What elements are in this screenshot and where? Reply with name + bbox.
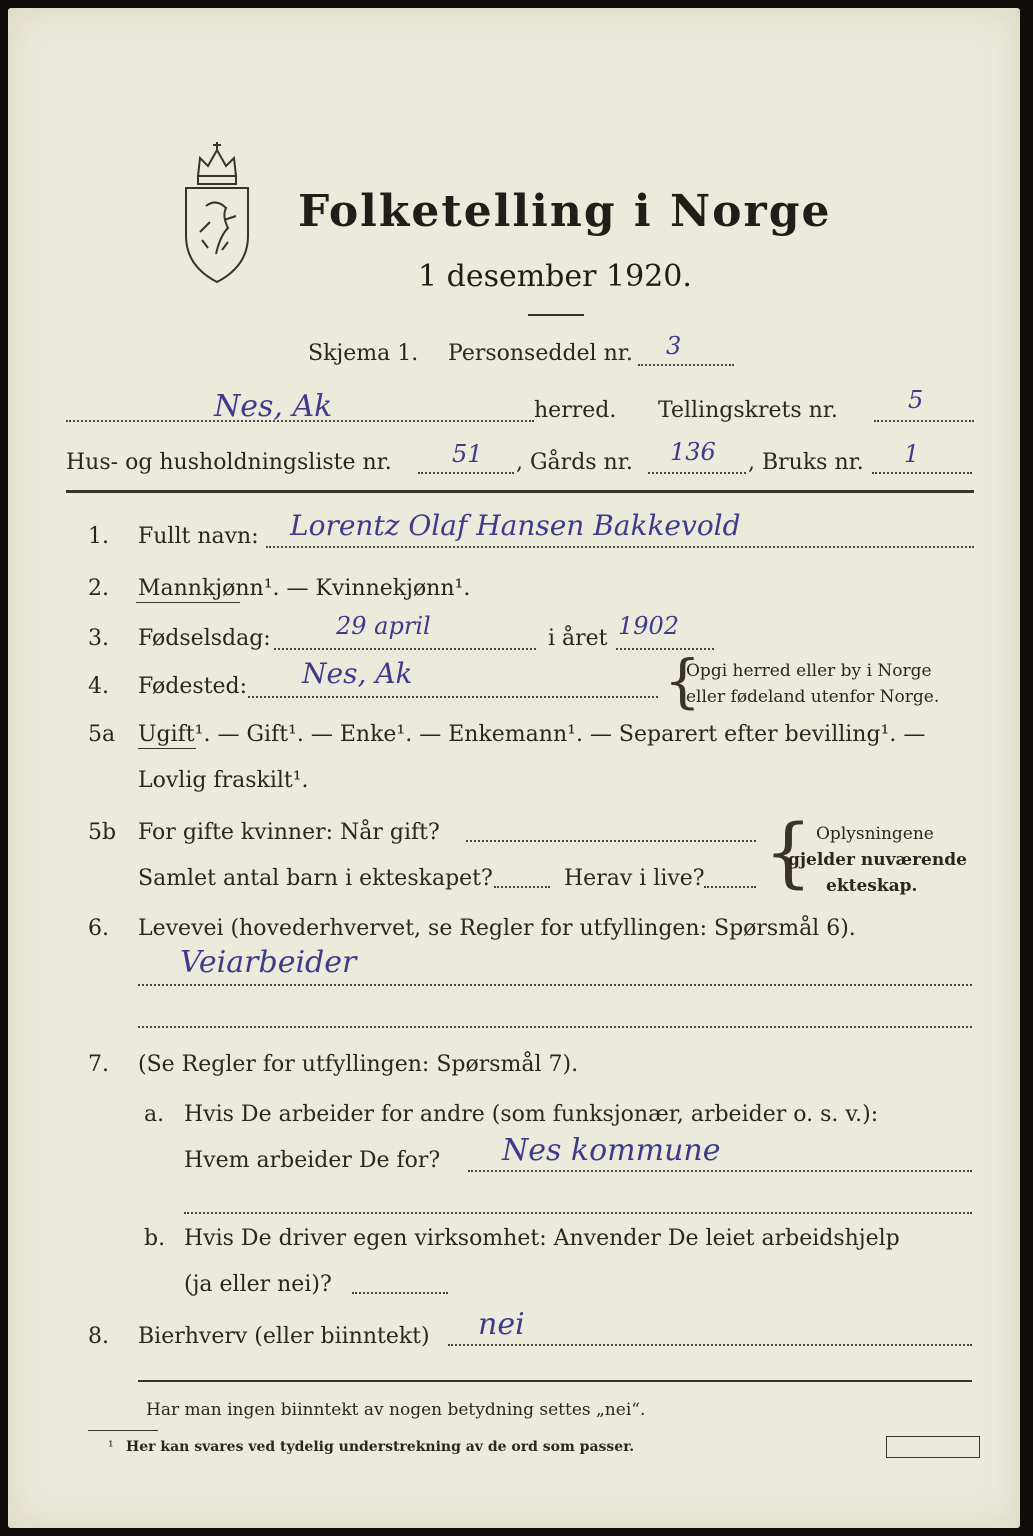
q2-mannkjonn-option[interactable]: Mannkjønn: [138, 576, 264, 601]
herred-value[interactable]: Nes, Ak: [214, 389, 333, 424]
q3-birthyear-value[interactable]: 1902: [618, 612, 680, 640]
q2-options: [138, 578, 470, 600]
bruks-value[interactable]: 1: [904, 440, 920, 468]
bruks-line: [872, 472, 972, 474]
q5b-line2a: Samlet antal barn i ekteskapet?: [138, 866, 493, 891]
q7-number: 7.: [88, 1052, 109, 1077]
personseddel-value[interactable]: 3: [666, 332, 682, 360]
q5b-note-line2: gjelder nuværende: [788, 850, 967, 870]
q1-line: [266, 546, 974, 548]
q8-line: [448, 1344, 972, 1346]
q6-label: Levevei (hovederhvervet, se Regler for utfyllingen: Spørsmål 6).: [138, 916, 856, 941]
q5b-alive-line: [704, 886, 756, 888]
q7a-line2-blank: [184, 1212, 972, 1214]
footnote-rule: [88, 1430, 158, 1431]
husholdningsliste-value[interactable]: 51: [452, 440, 483, 468]
husholdningsliste-label: Hus- og husholdningsliste nr.: [66, 450, 392, 475]
q1-label: Fullt navn:: [138, 524, 259, 549]
q2-separator: ¹. —: [263, 576, 316, 601]
q4-birthplace-value[interactable]: Nes, Ak: [302, 657, 413, 690]
q5a-number: 5a: [88, 722, 116, 747]
q5b-number: 5b: [88, 820, 117, 845]
bottom-divider: [138, 1380, 972, 1382]
q7b-line2: (ja eller nei)?: [184, 1272, 332, 1297]
q6-line1: [138, 984, 972, 986]
q4-brace: {: [664, 647, 701, 715]
q7b-letter: b.: [144, 1226, 166, 1251]
q5a-ugift-option[interactable]: Ugift: [138, 722, 195, 747]
gards-value[interactable]: 136: [670, 438, 716, 466]
q5b-note-line3: ekteskap.: [826, 876, 918, 896]
q8-label: Bierhverv (eller biinntekt): [138, 1324, 430, 1349]
norway-coat-of-arms-icon: [176, 136, 258, 286]
q3-number: 3.: [88, 626, 109, 651]
q3-aaret-label: i året: [548, 626, 608, 651]
q7a-employer-value[interactable]: Nes kommune: [502, 1133, 721, 1168]
q4-line: [248, 696, 658, 698]
q4-note-line1: Opgi herred eller by i Norge: [686, 661, 932, 681]
q7b-answer-line: [352, 1292, 448, 1294]
tellingskrets-label: Tellingskrets nr.: [658, 398, 838, 423]
q7a-letter: a.: [144, 1102, 165, 1127]
q5b-brace: {: [764, 807, 813, 896]
q5a-line2: Lovlig fraskilt¹.: [138, 768, 309, 793]
q1-full-name-value[interactable]: Lorentz Olaf Hansen Bakkevold: [290, 509, 741, 542]
footer-note: Har man ingen biinntekt av nogen betydning settes „nei“.: [146, 1400, 646, 1420]
q8-value[interactable]: nei: [478, 1307, 525, 1342]
q2-number: 2.: [88, 576, 109, 601]
q6-number: 6.: [88, 916, 109, 941]
q7b-line1: Hvis De driver egen virksomhet: Anvender De leiet arbeidshjelp: [184, 1226, 900, 1251]
q5a-ugift-underline: [138, 748, 196, 749]
q7a-employer-line: [468, 1170, 972, 1172]
q3-label: Fødselsdag:: [138, 626, 271, 651]
q2-mannkjonn-underline: [136, 602, 240, 603]
form-title: Folketelling i Norge: [298, 186, 832, 237]
q5a-other-options: ¹. — Gift¹. — Enke¹. — Enkemann¹. — Separert efter bevilling¹. —: [194, 722, 926, 747]
q4-label: Fødested:: [138, 674, 248, 699]
gards-label: , Gårds nr.: [516, 450, 633, 475]
q6-occupation-value[interactable]: Veiarbeider: [180, 945, 357, 980]
personseddel-line: [638, 364, 734, 366]
q8-number: 8.: [88, 1324, 109, 1349]
q4-number: 4.: [88, 674, 109, 699]
q6-line2: [138, 1026, 972, 1028]
tellingskrets-value[interactable]: 5: [908, 386, 924, 414]
printer-stamp: [886, 1436, 980, 1458]
census-form-sheet: [8, 8, 1020, 1528]
skjema-label: Skjema 1.: [308, 341, 419, 366]
q7a-line2: Hvem arbeider De for?: [184, 1148, 441, 1173]
q5a-options: [138, 724, 925, 746]
tellingskrets-line: [874, 420, 974, 422]
personseddel-label: Personseddel nr.: [448, 341, 633, 366]
q5b-line2b: Herav i live?: [564, 866, 705, 891]
q5b-children-line: [494, 886, 550, 888]
q7a-line1: Hvis De arbeider for andre (som funksjonær, arbeider o. s. v.):: [184, 1102, 879, 1127]
q4-note-line2: eller fødeland utenfor Norge.: [686, 687, 940, 707]
q7-label: (Se Regler for utfyllingen: Spørsmål 7).: [138, 1052, 579, 1077]
q3-birthdate-value[interactable]: 29 april: [336, 612, 431, 640]
q1-number: 1.: [88, 524, 109, 549]
footnote-mark: ¹: [108, 1439, 114, 1455]
q3-date-line: [274, 648, 536, 650]
section-divider: [66, 490, 974, 493]
husholdningsliste-line: [418, 472, 514, 474]
q5b-note-line1: Oplysningene: [816, 824, 934, 844]
q5b-married-line: [466, 840, 756, 842]
census-date: 1 desember 1920.: [418, 259, 692, 294]
q5b-line1: For gifte kvinner: Når gift?: [138, 820, 440, 845]
footnote-text: Her kan svares ved tydelig understrekning av de ord som passer.: [126, 1439, 635, 1455]
bruks-label: , Bruks nr.: [748, 450, 864, 475]
q2-kvinnekjonn-option[interactable]: Kvinnekjønn¹.: [315, 576, 471, 601]
herred-label: herred.: [534, 398, 617, 423]
title-rule: [528, 314, 584, 316]
gards-line: [648, 472, 746, 474]
